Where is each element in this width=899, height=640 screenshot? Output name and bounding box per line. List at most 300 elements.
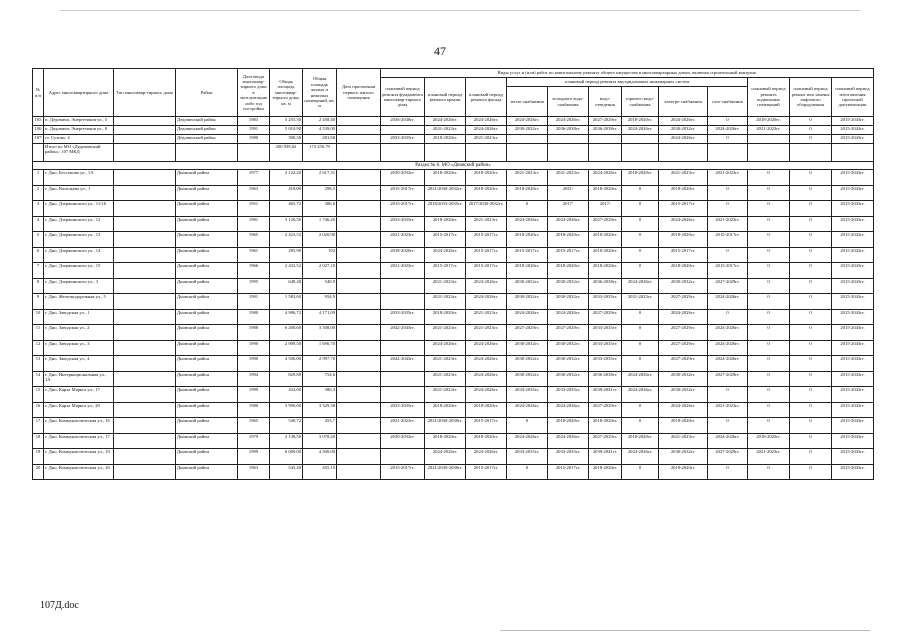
cell-sewer <box>589 135 622 144</box>
table-row <box>33 309 874 325</box>
cell-basement: 0 <box>748 216 790 232</box>
cell-hot: 0 <box>622 402 659 418</box>
cell-cold: 2021/ <box>548 185 589 201</box>
cell-district: Дновский район <box>176 356 238 372</box>
cell-sewer: 2039-2041гг. <box>589 387 622 403</box>
cell-heat: 2024-2026гг. <box>507 402 548 418</box>
table-row <box>33 356 874 372</box>
cell-gas: 2024-2026гг. <box>708 356 748 372</box>
cell-facade: 2024-2026гг. <box>466 117 507 126</box>
table-row <box>33 135 874 144</box>
cell-area-total: 5 010,90 <box>270 126 303 135</box>
cell-type <box>114 263 176 279</box>
cell-roof: 2018-2020гг. <box>425 170 466 186</box>
cell-year: 1961 <box>238 247 270 263</box>
cell-facade: 2024-2026гг. <box>466 371 507 387</box>
cell-facade: 2024-2026гг. <box>466 278 507 294</box>
cell-roof: 2018-2020гг. <box>425 216 466 232</box>
scan-edge-bottom <box>500 630 870 631</box>
cell-heat: 0 <box>507 418 548 434</box>
cell-sewer: 2018-2020гг. <box>589 263 622 279</box>
cell-heat: 0 <box>507 464 548 480</box>
cell-facade: 2024-2026гг. <box>466 356 507 372</box>
cell-hot: 0 <box>622 247 659 263</box>
cell-area-total: 4 986,72 <box>270 309 303 325</box>
cell-heat: 2030-2032гг. <box>507 340 548 356</box>
cell-address: г. Дно, Заводская ул., 1 <box>44 309 114 325</box>
cell-gas: 2024-2026гг. <box>708 126 748 135</box>
cell-docs: 2015-2043гг. <box>832 117 874 126</box>
cell-nonliving <box>337 325 381 341</box>
cell-roof: 2021-2023гг. <box>425 294 466 310</box>
summary-area-living: 173 250,79 <box>303 144 337 162</box>
cell-area-living: 3 508,00 <box>303 325 337 341</box>
cell-gas: 2024-2026гг. <box>708 340 748 356</box>
cell-cold: 2018-2020гг. <box>548 232 589 248</box>
cell-facade: 2015-2017гг. <box>466 464 507 480</box>
cell-electric: 2015-2017гг. <box>659 247 708 263</box>
cell-heat: 2018-2020гг. <box>507 263 548 279</box>
cell-sewer: 2039-2041гг. <box>589 449 622 465</box>
cell-type <box>114 185 176 201</box>
cell-lift: 0 <box>790 340 832 356</box>
cell-year: 1994 <box>238 371 270 387</box>
cell-year: 1988 <box>238 325 270 341</box>
cell-num: 17 <box>33 418 44 434</box>
cell-sewer: 2027-2029гг. <box>589 117 622 126</box>
cell-area-living: 4 171,09 <box>303 309 337 325</box>
cell-heat: 2015-2017гг. <box>507 247 548 263</box>
cell-address: г. Дно, Дзержинского ул., 13 <box>44 232 114 248</box>
cell-gas: 0 <box>708 418 748 434</box>
cell-year: 1963 <box>238 185 270 201</box>
cell-heat: 2033-2035гг. <box>507 449 548 465</box>
cell-lift: 0 <box>790 402 832 418</box>
col-num: № п/п <box>33 69 44 117</box>
cell-lift: 0 <box>790 309 832 325</box>
cell-area-total: 829,80 <box>270 371 303 387</box>
cell-nonliving <box>337 387 381 403</box>
cell-roof: 2018-2020гг. <box>425 433 466 449</box>
cell-nonliving <box>337 309 381 325</box>
col-facade: плановый период ремонта фасада <box>466 78 507 117</box>
cell-hot: 0 <box>622 356 659 372</box>
cell-heat: 2030-2032гг. <box>507 294 548 310</box>
cell-address: г. Дно, Карла Маркса ул., 20 <box>44 402 114 418</box>
table-row <box>33 294 874 310</box>
cell-address: г. Дно, Дзержинского ул., 15 <box>44 263 114 279</box>
col-gas: газо-снабжения <box>708 87 748 117</box>
cell-address: г. Дно, Васильева ул., 1 <box>44 185 114 201</box>
cell-docs: 2015-2043гг. <box>832 126 874 135</box>
cell-facade: 2018-2020гг. <box>466 402 507 418</box>
cell-address: п. Дедовичи, Энергетиков ул., 5 <box>44 117 114 126</box>
cell-cold: 2024-2026гг. <box>548 402 589 418</box>
cell-cold: 2030-2032гг. <box>548 371 589 387</box>
cell-heat: 2033-2035гг. <box>507 387 548 403</box>
cell-electric: 2024-2026гг. <box>659 117 708 126</box>
cell-roof: 2021-2023гг. <box>425 387 466 403</box>
cell-num: 20 <box>33 464 44 480</box>
cell-nonliving <box>337 232 381 248</box>
cell-nonliving <box>337 356 381 372</box>
col-roof: плановый период ремонта крыши <box>425 78 466 117</box>
cell-docs: 2015-2043гг. <box>832 135 874 144</box>
cell-foundation: 2033-2035гг. <box>381 402 425 418</box>
cell-district: Дновский район <box>176 216 238 232</box>
cell-gas: 2021-2023гг. <box>708 170 748 186</box>
cell-foundation: 2015-2017гг. <box>381 464 425 480</box>
cell-nonliving <box>337 402 381 418</box>
cell-facade: 2024-2026гг. <box>466 387 507 403</box>
cell-year: 1951 <box>238 201 270 217</box>
cell-area-total: 465,72 <box>270 201 303 217</box>
cell-district: Дновский район <box>176 325 238 341</box>
table-row <box>33 201 874 217</box>
cell-electric: 2021-2023гг. <box>659 433 708 449</box>
cell-num: 2 <box>33 185 44 201</box>
cell-basement: 0 <box>748 402 790 418</box>
cell-num: 1 <box>33 170 44 186</box>
cell-num: 106 <box>33 126 44 135</box>
cell-type <box>114 356 176 372</box>
cell-electric: 2027-2029гг. <box>659 356 708 372</box>
cell-foundation <box>381 294 425 310</box>
cell-basement: 2021-2023гг. <box>748 126 790 135</box>
cell-hot: 0 <box>622 201 659 217</box>
cell-type <box>114 371 176 387</box>
cell-electric: 2030-2032гг. <box>659 126 708 135</box>
repair-schedule-table <box>32 68 874 480</box>
cell-area-total: 1 583,60 <box>270 294 303 310</box>
page-number: 47 <box>434 44 446 58</box>
table-row <box>33 126 874 135</box>
summary-label: Итого по МО «Дедовичский район»: 107 МКД <box>44 144 114 162</box>
cell-area-total: 285,90 <box>270 247 303 263</box>
cell-heat: 2024-2026гг. <box>507 309 548 325</box>
cell-year: 1981 <box>238 216 270 232</box>
cell-num: 16 <box>33 402 44 418</box>
cell-area-living: 754,6 <box>303 371 337 387</box>
cell-district: Дновский район <box>176 185 238 201</box>
cell-electric: 2018-2020гг. <box>659 185 708 201</box>
cell-heat: 2030-2032гг. <box>507 371 548 387</box>
table-body-main <box>33 170 874 480</box>
cell-basement <box>748 135 790 144</box>
cell-district: Дновский район <box>176 418 238 434</box>
cell-cold: 2024-2026гг. <box>548 117 589 126</box>
cell-electric: 2027-2029гг. <box>659 340 708 356</box>
col-foundation: плановый период ремонта фундамента многоквар-тирного дома <box>381 78 425 117</box>
cell-district: Дновский район <box>176 464 238 480</box>
cell-cold: 2018-2020гг. <box>548 418 589 434</box>
cell-nonliving <box>337 418 381 434</box>
cell-docs: 2015-2043гг. <box>832 371 874 387</box>
cell-heat: 2024-2026гг. <box>507 117 548 126</box>
cell-facade: 2015-2017гг. <box>466 263 507 279</box>
cell-type <box>114 402 176 418</box>
cell-hot: 0 <box>622 418 659 434</box>
cell-year: 1999 <box>238 449 270 465</box>
cell-district: Дновский район <box>176 387 238 403</box>
cell-roof: 2024-2026гг. <box>425 340 466 356</box>
cell-address: г. Дно, Карла Маркса ул., 17 <box>44 387 114 403</box>
cell-lift: 0 <box>790 387 832 403</box>
cell-area-total: 3 138,50 <box>270 433 303 449</box>
cell-lift: 0 <box>790 201 832 217</box>
cell-area-total: 6 000,00 <box>270 449 303 465</box>
cell-foundation: 2015-2017гг. <box>381 201 425 217</box>
cell-area-living: 455,15 <box>303 464 337 480</box>
cell-year: 1995 <box>238 278 270 294</box>
cell-electric: 2024-2026гг. <box>659 216 708 232</box>
cell-docs: 2015-2043гг. <box>832 278 874 294</box>
cell-electric: 2015-2017гг. <box>659 201 708 217</box>
cell-address: г. Дно, Дзержинского ул., 14 <box>44 247 114 263</box>
cell-basement: 0 <box>748 263 790 279</box>
cell-basement: 0 <box>748 232 790 248</box>
cell-area-total: 3 255,30 <box>270 117 303 126</box>
cell-lift: 0 <box>790 117 832 126</box>
cell-year: 1979 <box>238 433 270 449</box>
cell-lift: 0 <box>790 247 832 263</box>
cell-type <box>114 216 176 232</box>
cell-address: г. Дно, Бессонова ул., 1А <box>44 170 114 186</box>
cell-area-living: 1 690,70 <box>303 340 337 356</box>
cell-num: 107 <box>33 135 44 144</box>
cell-lift: 0 <box>790 325 832 341</box>
cell-type <box>114 340 176 356</box>
cell-hot: 0 <box>622 309 659 325</box>
cell-roof: 2015-2017гг. <box>425 232 466 248</box>
cell-foundation: 2042-2043гг. <box>381 356 425 372</box>
cell-year: 1965 <box>238 418 270 434</box>
cell-electric: 2027-2029гг. <box>659 325 708 341</box>
cell-roof: 2015-2017гг. <box>425 263 466 279</box>
cell-docs: 2015-2043гг. <box>832 309 874 325</box>
cell-num: 7 <box>33 263 44 279</box>
col-basement: плановый период ремонта подвальных помещений <box>748 78 790 117</box>
scan-edge-top <box>60 10 860 11</box>
table-row <box>33 117 874 126</box>
cell-area-living: 386,6 <box>303 201 337 217</box>
cell-area-living: 192 <box>303 247 337 263</box>
cell-lift: 0 <box>790 216 832 232</box>
cell-num: 3 <box>33 201 44 217</box>
cell-sewer: 2036-2038гг. <box>589 126 622 135</box>
cell-type <box>114 294 176 310</box>
cell-cold: 2027-2029гг. <box>548 325 589 341</box>
cell-num: 4 <box>33 216 44 232</box>
cell-hot: 2024-2026гг. <box>622 126 659 135</box>
cell-num: 12 <box>33 340 44 356</box>
cell-basement: 0 <box>748 278 790 294</box>
cell-sewer: 2033-2035гг. <box>589 325 622 341</box>
cell-lift: 0 <box>790 126 832 135</box>
cell-area-living: 2 027,10 <box>303 263 337 279</box>
cell-lift: 0 <box>790 294 832 310</box>
cell-area-living: 4 539,00 <box>303 126 337 135</box>
cell-gas: 0 <box>708 135 748 144</box>
cell-sewer: 2018-2020гг. <box>589 418 622 434</box>
cell-district: Дновский район <box>176 433 238 449</box>
cell-area-living: 2 020,90 <box>303 232 337 248</box>
cell-hot: 2024-2026гг. <box>622 387 659 403</box>
cell-sewer: 2033-2035гг. <box>589 340 622 356</box>
cell-sewer: 2027-2029гг. <box>589 216 622 232</box>
cell-lift: 0 <box>790 263 832 279</box>
cell-electric: 2024-2026гг. <box>659 309 708 325</box>
cell-address: п. Дедовичи, Энергетиков ул., 8 <box>44 126 114 135</box>
cell-district: Дновский район <box>176 402 238 418</box>
cell-lift: 0 <box>790 449 832 465</box>
cell-gas: 0 <box>708 387 748 403</box>
cell-roof: 2018-2020гг. <box>425 309 466 325</box>
col-nonliving: Дата присвоения первого жилого помещения <box>337 69 381 117</box>
cell-area-living: 380,3 <box>303 387 337 403</box>
cell-docs: 2015-2043гг. <box>832 232 874 248</box>
cell-cold: 2024-2026гг. <box>548 433 589 449</box>
cell-facade: 2021-2023гг. <box>466 309 507 325</box>
cell-year: 1966 <box>238 263 270 279</box>
cell-area-living: 1 746,20 <box>303 216 337 232</box>
summary-area-total: 200 939,02 <box>270 144 303 162</box>
cell-foundation: 2021-2023гг. <box>381 263 425 279</box>
cell-heat: 2018-2020гг. <box>507 232 548 248</box>
cell-roof: 2021/2030-2032гг. <box>425 185 466 201</box>
cell-sewer: 2017/ <box>589 201 622 217</box>
cell-docs: 2015-2043гг. <box>832 387 874 403</box>
table-row <box>33 247 874 263</box>
table-row <box>33 387 874 403</box>
cell-year: 1990 <box>238 340 270 356</box>
cell-facade: 2021-2023гг. <box>466 135 507 144</box>
section-row <box>33 162 874 170</box>
cell-docs: 2015-2043гг. <box>832 170 874 186</box>
cell-type <box>114 126 176 135</box>
cell-area-living: 2 458,40 <box>303 117 337 126</box>
cell-type <box>114 325 176 341</box>
cell-district: Дновский район <box>176 278 238 294</box>
cell-electric: 2030-2032гг. <box>659 278 708 294</box>
cell-cold: 2030-2032гг. <box>548 356 589 372</box>
cell-docs: 2015-2043гг. <box>832 340 874 356</box>
table-row <box>33 418 874 434</box>
cell-cold: 2024-2026гг. <box>548 216 589 232</box>
cell-address: г. Дно, Дзержинского ул., 11/16 <box>44 201 114 217</box>
cell-nonliving <box>337 247 381 263</box>
cell-address: ст. Сухово, 4 <box>44 135 114 144</box>
cell-electric: 2018-2020гг. <box>659 464 708 480</box>
cell-district: Дновский район <box>176 309 238 325</box>
cell-hot: 2018-2020гг. <box>622 117 659 126</box>
cell-area-total: 2 432,52 <box>270 263 303 279</box>
footer-filename: 107Д.doc <box>40 600 79 611</box>
cell-district: Дедовичский район <box>176 126 238 135</box>
col-works-group: Виды услуг и (или) работ по капитальному ремонту общего имущества в многоквартирных домах, включая строительный контроль <box>381 69 874 78</box>
cell-basement: 0 <box>748 309 790 325</box>
table-row <box>33 170 874 186</box>
cell-basement: 0 <box>748 340 790 356</box>
col-heat: тепло-снабжения <box>507 87 548 117</box>
cell-num: 6 <box>33 247 44 263</box>
cell-hot <box>622 135 659 144</box>
cell-lift: 0 <box>790 170 832 186</box>
cell-gas: 0 <box>708 185 748 201</box>
cell-lift: 0 <box>790 135 832 144</box>
cell-cold: 2030-2032гг. <box>548 340 589 356</box>
cell-basement: 0 <box>748 371 790 387</box>
cell-facade: 2024-2026гг. <box>466 294 507 310</box>
cell-gas: 0 <box>708 247 748 263</box>
cell-roof: 2024-2026гг. <box>425 117 466 126</box>
cell-facade: 2015-2017гг. <box>466 247 507 263</box>
cell-heat: 2030-2032гг. <box>507 126 548 135</box>
cell-sewer: 2018-2020гг. <box>589 185 622 201</box>
cell-facade: 2015-2017гг. <box>466 418 507 434</box>
cell-foundation: 2030-2032гг. <box>381 433 425 449</box>
cell-basement: 2018-2020гг. <box>748 117 790 126</box>
cell-area-total: 648,48 <box>270 278 303 294</box>
cell-area-total: 418,00 <box>270 185 303 201</box>
col-cold: холодного водо-снабжения <box>548 87 589 117</box>
cell-cold: 2033-2035гг. <box>548 387 589 403</box>
cell-type <box>114 117 176 126</box>
cell-docs: 2015-2043гг. <box>832 185 874 201</box>
cell-heat: 2024-2026гг. <box>507 433 548 449</box>
cell-gas: 2015-2017гг. <box>708 232 748 248</box>
cell-electric: 2018-2020гг. <box>659 418 708 434</box>
cell-basement: 2021-2023гг. <box>748 449 790 465</box>
cell-roof: 2018-2020гг. <box>425 402 466 418</box>
cell-foundation: 2021-2023гг. <box>381 232 425 248</box>
cell-heat: 2021-2023гг. <box>507 170 548 186</box>
cell-district: Дновский район <box>176 263 238 279</box>
cell-cold: 2015-2017гг. <box>548 247 589 263</box>
cell-nonliving <box>337 294 381 310</box>
cell-address: г. Дно, Коммунистическая ул., 20 <box>44 464 114 480</box>
cell-num: 105 <box>33 117 44 126</box>
cell-basement: 0 <box>748 325 790 341</box>
cell-num: 15 <box>33 387 44 403</box>
cell-foundation: 2036-2038гг. <box>381 117 425 126</box>
cell-hot: 2018-2020гг. <box>622 433 659 449</box>
cell-year: 1980 <box>238 309 270 325</box>
cell-address: г. Дно, Интернациональная ул., 1А <box>44 371 114 387</box>
cell-heat: 2018-2020гг. <box>507 185 548 201</box>
table-row <box>33 278 874 294</box>
cell-address: г. Дно, Дзержинского ул., 3 <box>44 278 114 294</box>
cell-basement: 0 <box>748 356 790 372</box>
cell-area-living: 453,7 <box>303 418 337 434</box>
cell-hot: 0 <box>622 464 659 480</box>
cell-num: 14 <box>33 371 44 387</box>
cell-gas: 2027-2029гг. <box>708 449 748 465</box>
cell-sewer: 2036-2038гг. <box>589 371 622 387</box>
table-row <box>33 232 874 248</box>
cell-address: г. Дно, Железнодорожная ул., 5 <box>44 294 114 310</box>
cell-hot: 0 <box>622 340 659 356</box>
cell-cold: 2017/ <box>548 201 589 217</box>
cell-roof: 2024-2026гг. <box>425 247 466 263</box>
cell-facade: 2024-2026гг. <box>466 340 507 356</box>
cell-foundation <box>381 278 425 294</box>
cell-sewer: 2033-2035гг. <box>589 356 622 372</box>
cell-type <box>114 278 176 294</box>
cell-num: 5 <box>33 232 44 248</box>
cell-foundation: 2015-2017гг. <box>381 185 425 201</box>
cell-district: Дновский район <box>176 170 238 186</box>
